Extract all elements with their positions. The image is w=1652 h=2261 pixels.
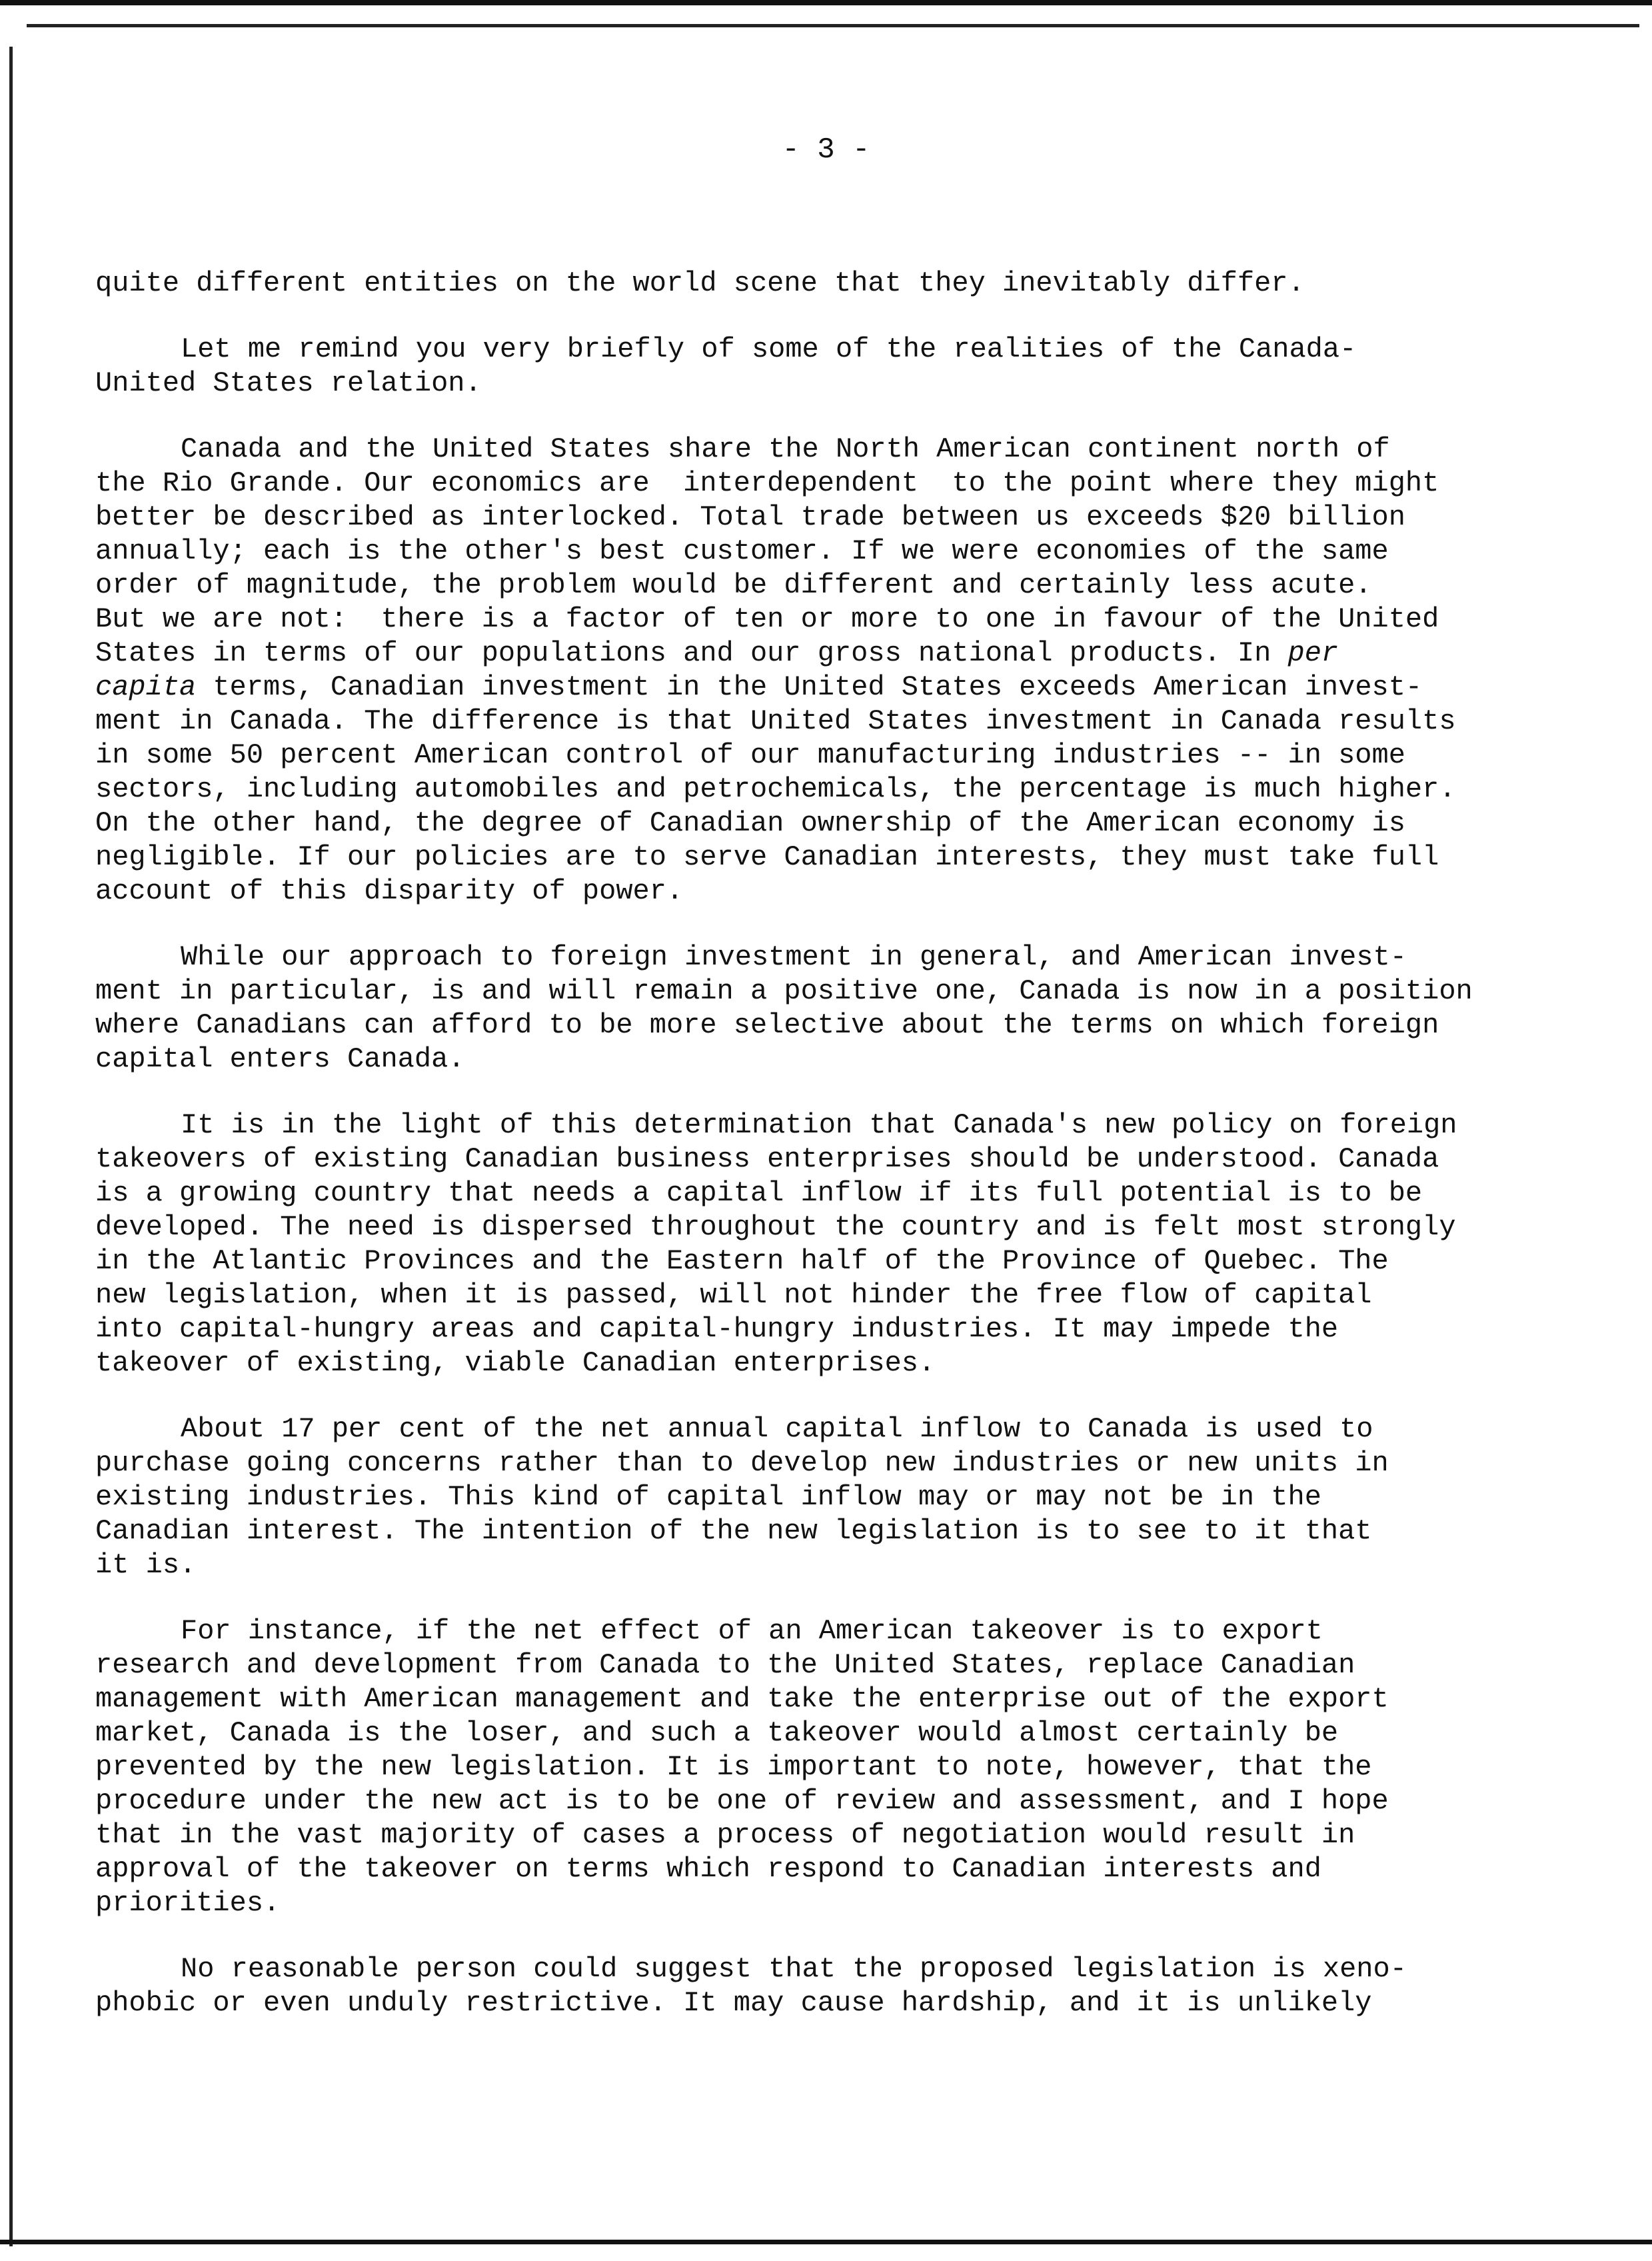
scan-border-top xyxy=(0,0,1652,5)
text-line: order of magnitude, the problem would be different and certainly less acute. xyxy=(95,569,1372,601)
text-line: phobic or even unduly restrictive. It may cause hardship, and it is unlikely xyxy=(95,1987,1372,2019)
paragraph xyxy=(95,333,1621,401)
text-line: Canadian interest. The intention of the new legislation is to see to it that xyxy=(95,1515,1372,1547)
text-line: But we are not: there is a factor of ten or more to one in favour of the United xyxy=(95,603,1439,635)
text-line: better be described as interlocked. Total trade between us exceeds $20 billion xyxy=(95,501,1405,533)
text-line: capita terms, Canadian investment in the United States exceeds American invest- xyxy=(95,671,1423,703)
paragraph xyxy=(95,433,1621,909)
text-line: that in the vast majority of cases a process of negotiation would result in xyxy=(95,1819,1355,1851)
text-line: the Rio Grande. Our economics are interdependent to the point where they might xyxy=(95,467,1439,499)
text-line: approval of the takeover on terms which respond to Canadian interests and xyxy=(95,1853,1321,1885)
page-number: - 3 - xyxy=(782,133,870,167)
text-line: ment in particular, is and will remain a positive one, Canada is now in a position xyxy=(95,975,1473,1007)
text-line: Let me remind you very briefly of some of the realities of the Canada- xyxy=(181,333,1357,365)
paragraph xyxy=(95,1412,1621,1582)
text-line: account of this disparity of power. xyxy=(95,875,684,907)
text-line: States in terms of our populations and our gross national products. In per xyxy=(95,637,1339,669)
text-line: About 17 per cent of the net annual capital inflow to Canada is used to xyxy=(181,1413,1373,1445)
text-line: sectors, including automobiles and petrochemicals, the percentage is much higher. xyxy=(95,773,1456,805)
scan-border-top-inner xyxy=(27,24,1639,27)
text-line: it is. xyxy=(95,1549,197,1581)
text-line: On the other hand, the degree of Canadian ownership of the American economy is xyxy=(95,807,1405,839)
text-line: quite different entities on the world scene that they inevitably differ. xyxy=(95,267,1305,299)
text-line: where Canadians can afford to be more selective about the terms on which foreign xyxy=(95,1009,1439,1041)
paragraph xyxy=(95,1952,1621,2020)
text-line: procedure under the new act is to be one of review and assessment, and I hope xyxy=(95,1785,1389,1817)
scan-border-bottom xyxy=(0,2240,1652,2244)
text-line: annually; each is the other's best customer. If we were economies of the same xyxy=(95,535,1389,567)
text-line: ment in Canada. The difference is that United States investment in Canada results xyxy=(95,705,1456,737)
text-line: is a growing country that needs a capital inflow if its full potential is to be xyxy=(95,1177,1423,1209)
text-line: priorities. xyxy=(95,1887,281,1919)
text-line: For instance, if the net effect of an American takeover is to export xyxy=(181,1615,1323,1647)
text-line: new legislation, when it is passed, will not hinder the free flow of capital xyxy=(95,1279,1372,1311)
text-line: takeovers of existing Canadian business enterprises should be understood. Canada xyxy=(95,1143,1439,1175)
paragraph xyxy=(95,1109,1621,1380)
paragraph xyxy=(95,1614,1621,1920)
text-line: While our approach to foreign investment in general, and American invest- xyxy=(181,941,1407,973)
text-line: in some 50 percent American control of our manufacturing industries -- in some xyxy=(95,739,1405,771)
text-line: capital enters Canada. xyxy=(95,1043,465,1075)
paragraph xyxy=(95,267,1621,301)
text-line: developed. The need is dispersed throughout the country and is felt most strongly xyxy=(95,1211,1456,1243)
text-line: purchase going concerns rather than to develop new industries or new units in xyxy=(95,1447,1389,1479)
text-line: in the Atlantic Provinces and the Eastern half of the Province of Quebec. The xyxy=(95,1245,1389,1277)
text-line: No reasonable person could suggest that the proposed legislation is xeno- xyxy=(181,1953,1407,1985)
text-line: United States relation. xyxy=(95,367,482,399)
text-line: research and development from Canada to the United States, replace Canadian xyxy=(95,1649,1355,1681)
text-line: into capital-hungry areas and capital-hungry industries. It may impede the xyxy=(95,1313,1339,1345)
text-line: market, Canada is the loser, and such a takeover would almost certainly be xyxy=(95,1717,1339,1749)
paragraph xyxy=(95,941,1621,1077)
text-line: existing industries. This kind of capital inflow may or may not be in the xyxy=(95,1481,1321,1513)
text-line: management with American management and take the enterprise out of the export xyxy=(95,1683,1389,1715)
text-line: prevented by the new legislation. It is important to note, however, that the xyxy=(95,1751,1372,1783)
text-line: It is in the light of this determination that Canada's new policy on foreign xyxy=(181,1109,1457,1141)
text-line: negligible. If our policies are to serve Canadian interests, they must take full xyxy=(95,841,1439,873)
document-body xyxy=(95,267,1621,2052)
text-line: takeover of existing, viable Canadian enterprises. xyxy=(95,1347,936,1379)
text-line: Canada and the United States share the North American continent north of xyxy=(181,433,1390,465)
scan-border-left xyxy=(9,47,13,2246)
